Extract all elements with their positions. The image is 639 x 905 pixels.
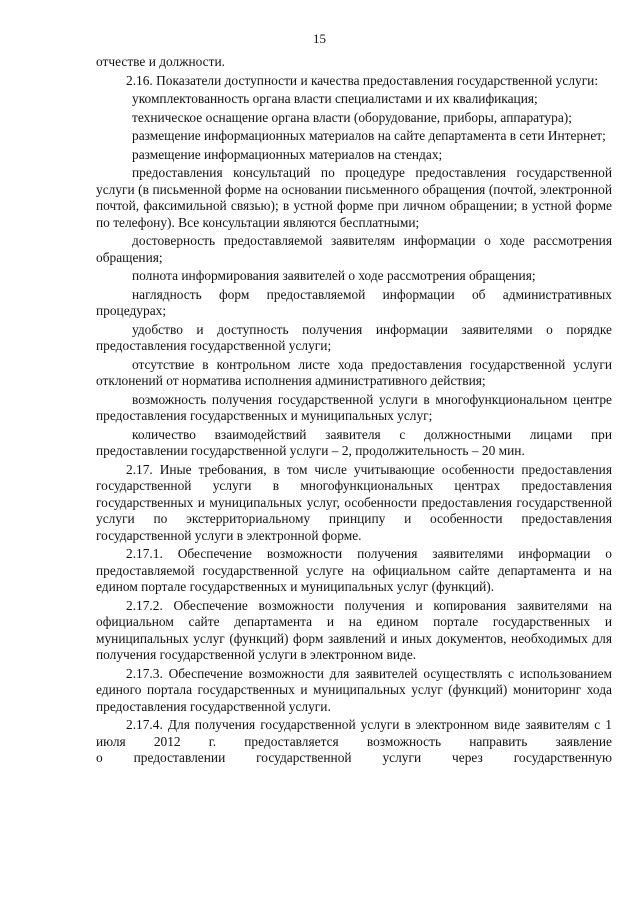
- list-item-reliability: достоверность предоставляемой заявителям информации о ходе рассмотрения обращения;: [96, 233, 612, 265]
- paragraph-2-17-4-last-line: [96, 750, 612, 767]
- list-item-convenience: удобство и доступность получения информации заявителями о порядке предоставления государственной услуги;: [96, 321, 612, 353]
- paragraph-2-17: 2.17. Иные требования, в том числе учитывающие особенности предоставления государственной услуги в многофункциональных центрах предоставления государственных и муниципальных услуг, особенности предоставления государственной услуги по экстерриториальному принципу и особенности предоставления государственной услуги в электронной форме.: [96, 461, 612, 543]
- paragraph-2-17-2: 2.17.2. Обеспечение возможности получения и копирования заявителями на официальном сайте департамента и на едином портале государственных и муниципальных услуг (функций) форм заявлений и иных документов, необходимых для получения государственной услуги в электронном виде.: [96, 597, 612, 662]
- list-item-equipment: техническое оснащение органа власти (оборудование, приборы, аппаратура);: [132, 109, 572, 125]
- word: через: [452, 750, 483, 765]
- list-item-visibility: наглядность форм предоставляемой информации об административных процедурах;: [96, 286, 612, 318]
- word: государственной: [256, 750, 352, 765]
- page-number: 15: [313, 31, 326, 46]
- paragraph-2-17-1: 2.17.1. Обеспечение возможности получения заявителями информации о предоставляемой государственной услуге на официальном сайте департамента и на едином портале государственных и муниципальных услуг (функций).: [96, 546, 612, 594]
- word: о: [96, 750, 103, 765]
- word: услуги: [382, 750, 422, 765]
- list-item-mfc: возможность получения государственной услуги в многофункциональном центре предоставления государственных и муниципальных услуг;: [96, 391, 612, 423]
- document-body: [96, 54, 612, 767]
- list-item-staffing: укомплектованность органа власти специалистами и их квалификация;: [132, 91, 538, 106]
- list-item-interactions: количество взаимодействий заявителя с должностными лицами при предоставлении государственной услуги – 2, продолжительность – 20 мин.: [96, 426, 612, 458]
- word: предоставлении: [133, 750, 226, 765]
- paragraph-continuation: отчестве и должности.: [96, 54, 225, 69]
- paragraph-2-16: 2.16. Показатели доступности и качества предоставления государственной услуги:: [126, 72, 599, 88]
- list-item-completeness: полнота информирования заявителей о ходе рассмотрения обращения;: [132, 268, 536, 283]
- list-item-consultations: предоставления консультаций по процедуре предоставления государственной услуги (в письменной форме на основании письменного обращения (почтой, электронной почтой, факсимильной связью); в устной форме при личном обращении; в устной форме по телефону). Все консультации являются бесплатными;: [96, 165, 612, 230]
- list-item-no-deviations: отсутствие в контрольном листе хода предоставления государственной услуги отклонений от норматива исполнения административного действия;: [96, 356, 612, 388]
- list-item-stands-info: размещение информационных материалов на стендах;: [132, 146, 443, 162]
- paragraph-2-17-3: 2.17.3. Обеспечение возможности для заявителей осуществлять с использованием единого портала государственных и муниципальных услуг (функций) мониторинг хода предоставления государственной услуги.: [96, 665, 612, 714]
- list-item-website-info: размещение информационных материалов на сайте департамента в сети Интернет;: [132, 128, 606, 143]
- word: государственную: [513, 750, 612, 765]
- paragraph-2-17-4: 2.17.4. Для получения государственной услуги в электронном виде заявителям с 1 июля 2012 г. предоставляется возможность направить заявление: [96, 717, 612, 749]
